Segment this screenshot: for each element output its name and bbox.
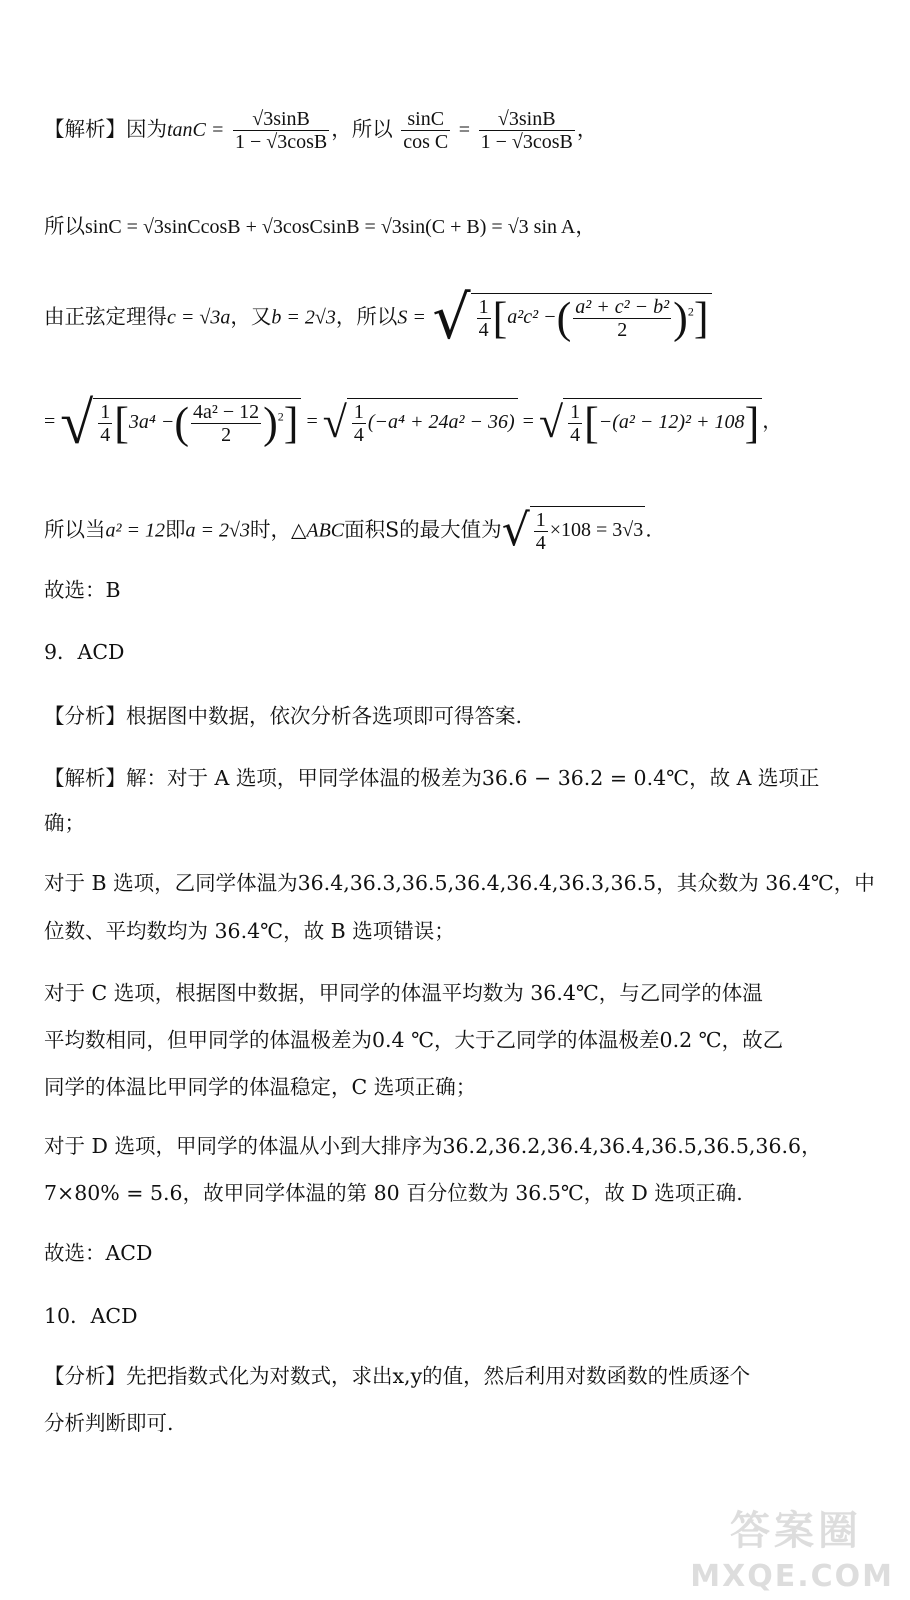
- denominator: 4: [535, 532, 546, 554]
- text: ，: [575, 214, 596, 238]
- answer-choice-8: 故选：B: [44, 578, 121, 602]
- numerator: sinC: [401, 108, 450, 131]
- watermark-logo: [642, 1510, 902, 1594]
- math-expr: −(a² − 12)² + 108: [598, 411, 745, 434]
- math-expr: a² = 12: [105, 519, 165, 542]
- numerator: 4a² − 12: [192, 401, 260, 423]
- math-expr: S =: [397, 306, 426, 329]
- solution-9-c-line-1: 对于 C 选项，根据图中数据，甲同学的体温平均数为 36.4℃，与乙同学的体温: [44, 981, 763, 1005]
- text: 所以: [44, 214, 85, 238]
- fraction: [401, 108, 450, 153]
- radicand: [471, 293, 713, 343]
- bracket-close: ]: [283, 398, 299, 448]
- denominator: 1 − √3cosB: [234, 131, 328, 153]
- math-expr: a²c² −: [507, 306, 557, 329]
- fraction: [352, 401, 366, 446]
- bracket-open: [: [584, 398, 599, 448]
- bracket-close: ]: [744, 398, 760, 448]
- analysis-9: 【分析】根据图中数据，依次分析各选项即可得答案.: [44, 704, 523, 728]
- question-10-answer: 10．ACD: [44, 1304, 138, 1328]
- denominator: 4: [100, 424, 111, 446]
- analysis-10-line-1: 【分析】先把指数式化为对数式，求出x,y的值，然后利用对数函数的性质逐个: [44, 1364, 751, 1388]
- solution-9-c-line-3: 同学的体温比甲同学的体温稳定，C 选项正确；: [44, 1075, 477, 1099]
- paren-open: (: [556, 293, 572, 343]
- fraction: [233, 108, 329, 153]
- fraction: [191, 401, 261, 446]
- bracket-open: [: [492, 293, 508, 343]
- radicand: [347, 398, 518, 448]
- denominator: 4: [570, 424, 581, 446]
- denominator: 2: [617, 319, 628, 341]
- analysis-line-3: [44, 283, 712, 353]
- text: 由正弦定理得: [44, 304, 167, 329]
- solution-9-b-line-1: 对于 B 选项，乙同学体温为36.4,36.3,36.5,36.4,36.4,36.3,36.5，其众数为 36.4℃，中: [44, 871, 875, 895]
- text: 所以当: [44, 517, 106, 542]
- sqrt-sign: √: [432, 283, 471, 353]
- sqrt-sign: √: [60, 390, 94, 456]
- equals: =: [458, 119, 471, 141]
- bracket-close: ]: [693, 293, 709, 343]
- math-expr: ×108 = 3√3: [549, 519, 644, 542]
- math-expr: △ABC: [290, 519, 345, 542]
- text: 面积S的最大值为: [344, 517, 502, 542]
- denominator: 2: [221, 424, 232, 446]
- text: ，: [576, 117, 598, 141]
- equals: =: [306, 410, 318, 433]
- text: .: [645, 517, 652, 542]
- text: ，所以: [335, 304, 398, 329]
- numerator: 1: [535, 509, 546, 531]
- text: 即: [165, 517, 186, 542]
- watermark-top-text: 答案圈: [730, 1508, 862, 1554]
- math-expr: b = 2√3: [271, 306, 336, 329]
- analysis-line-2: [44, 213, 596, 240]
- answer-choice-9: 故选：ACD: [44, 1241, 153, 1265]
- numerator: √3sinB: [233, 108, 329, 131]
- equals: =: [522, 410, 534, 433]
- text: ，又: [230, 304, 272, 329]
- denominator: 1 − √3cosB: [480, 131, 573, 153]
- sqrt-sign: √: [538, 398, 564, 447]
- math-expr: tanC =: [167, 119, 225, 141]
- solution-9-c-line-2: 平均数相同，但甲同学的体温极差为0.4 ℃，大于乙同学的体温极差0.2 ℃，故乙: [44, 1028, 784, 1052]
- solution-9-a-line-1: 【解析】解：对于 A 选项，甲同学体温的极差为36.6 − 36.2 = 0.4℃，故 A 选项正: [44, 766, 820, 790]
- watermark-bottom-text: MXQE.COM: [690, 1559, 894, 1594]
- equals: =: [44, 410, 56, 433]
- label: 【解析】因为: [44, 117, 167, 141]
- text: ，所以: [331, 117, 393, 141]
- fraction: [98, 401, 112, 446]
- math-expr: c = √3a: [167, 306, 231, 329]
- bracket-open: [: [114, 398, 129, 448]
- denominator: cos C: [403, 131, 449, 153]
- denominator: 4: [353, 424, 364, 446]
- solution-9-d-line-2: 7×80% = 5.6，故甲同学体温的第 80 百分位数为 36.5℃，故 D 选项正确.: [44, 1181, 743, 1205]
- numerator: 1: [100, 401, 111, 423]
- numerator: √3sinB: [479, 108, 575, 131]
- math-expr: sinC = √3sinCcosB + √3cosCsinB = √3sin(C + B) = √3 sin A: [85, 216, 576, 238]
- math-expr: 3a⁴ −: [128, 411, 175, 434]
- analysis-line-5: [44, 506, 652, 556]
- math-expr: (−a⁴ + 24a² − 36): [367, 411, 515, 434]
- numerator: 1: [570, 401, 581, 423]
- exponent: 2: [687, 304, 694, 319]
- solution-9-b-line-2: 位数、平均数均为 36.4℃，故 B 选项错误；: [44, 919, 455, 943]
- paren-open: (: [174, 398, 189, 448]
- analysis-line-4: [44, 390, 783, 456]
- numerator: 1: [478, 296, 489, 318]
- question-9-answer: 9．ACD: [44, 640, 125, 664]
- radicand: [93, 398, 301, 448]
- sqrt-sign: √: [501, 505, 530, 556]
- analysis-line-1: [44, 108, 597, 153]
- sqrt-sign: √: [322, 398, 347, 447]
- fraction: [568, 401, 582, 446]
- paren-close: ): [263, 398, 278, 448]
- text: 时，: [249, 517, 291, 542]
- solution-9-a-line-2: 确；: [44, 811, 85, 835]
- radicand: [563, 398, 762, 448]
- text: ，: [762, 410, 783, 433]
- fraction: [477, 296, 491, 341]
- numerator: a² + c² − b²: [575, 296, 670, 318]
- exponent: 2: [277, 409, 284, 424]
- fraction: [534, 509, 548, 554]
- numerator: 1: [353, 401, 364, 423]
- math-expr: a = 2√3: [185, 519, 250, 542]
- fraction: [573, 296, 671, 341]
- paren-close: ): [673, 293, 688, 343]
- radicand: [530, 506, 646, 556]
- denominator: 4: [478, 319, 489, 341]
- fraction: [479, 108, 575, 153]
- analysis-10-line-2: 分析判断即可.: [44, 1411, 174, 1435]
- solution-9-d-line-1: 对于 D 选项，甲同学的体温从小到大排序为36.2,36.2,36.4,36.4,36.5,36.5,36.6，: [44, 1134, 822, 1158]
